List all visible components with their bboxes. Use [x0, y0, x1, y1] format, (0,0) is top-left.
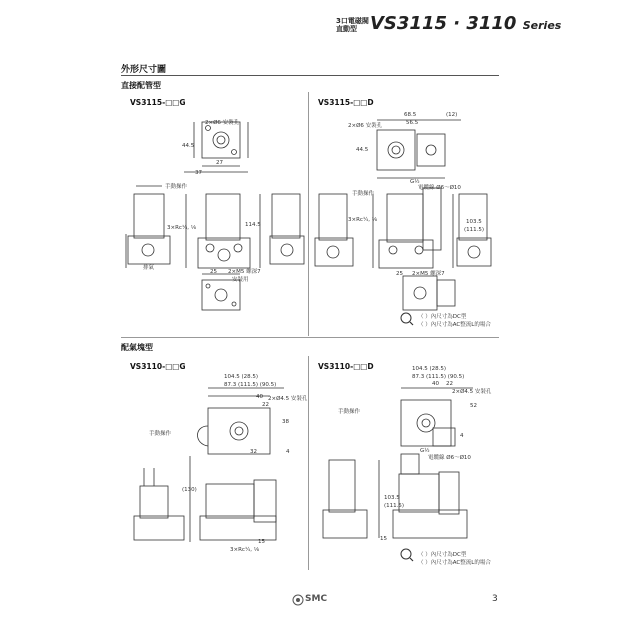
series-suffix: Series — [522, 19, 562, 32]
dim-1115-sb-d: (111.5) — [384, 503, 405, 509]
dim-1035-sb-d: 103.5 — [384, 495, 400, 501]
label-conduit-d: G½ — [410, 179, 420, 185]
section-rule — [121, 75, 499, 76]
label-manual-sb-d: 手動操作 — [338, 409, 361, 415]
model-vs3110-d: VS3110-□□D — [318, 362, 374, 371]
label-m5-d: 2×M5 螺深7 — [412, 271, 445, 277]
label-m5-g: 2×M5 螺深7 — [228, 269, 261, 275]
section-rule-2 — [121, 337, 499, 338]
header-line2: 直動型 — [336, 25, 357, 33]
series-title — [370, 13, 561, 34]
direct-piping-title: 直接配管型 — [121, 81, 161, 90]
page-number: 3 — [492, 594, 498, 604]
dim-685: 68.5 — [404, 112, 417, 118]
dim-25-d: 25 — [396, 271, 403, 277]
label-manual-d: 手動操作 — [352, 191, 375, 197]
dim-12: (12) — [446, 112, 458, 118]
label-cable-sb-d: 電纜線 Ø6～Ø10 — [428, 455, 471, 461]
label-mount-hole-sb-d: 2×Ø4.5 安裝孔 — [452, 389, 492, 395]
label-exhaust: 排氣 — [143, 265, 155, 271]
label-conduit-sb-d: G½ — [420, 448, 430, 454]
sub-base-title: 配氣塊型 — [121, 343, 153, 352]
label-mount-hole-g: 2×Ø6 安裝孔 — [205, 120, 240, 126]
dim-22-g: 22 — [262, 402, 269, 408]
drawing-vs3110-g — [124, 376, 308, 576]
dim-52-d: 52 — [470, 403, 477, 409]
dim-37: 37 — [195, 170, 202, 176]
magnifier-icon — [400, 312, 414, 326]
dim-873-g: 87.3 (111.5) (90.5) — [224, 382, 277, 388]
label-port-g: 3×Rc¼, ⅛ — [167, 225, 197, 231]
dim-445-d: 44.5 — [356, 147, 369, 153]
dim-22-d: 22 — [446, 381, 453, 387]
drawing-vs3115-g — [124, 108, 308, 340]
dim-1045-d: 104.5 (28.5) — [412, 366, 447, 372]
model-vs3115-g: VS3115-□□G — [130, 98, 186, 107]
dim-4-g: 4 — [286, 449, 290, 455]
legend-ac-2: （ ）內尺寸為AC整流L的場合 — [418, 560, 491, 566]
dim-27: 27 — [216, 160, 223, 166]
dim-1045-g: 104.5 (28.5) — [224, 374, 259, 380]
legend-ac: （ ）內尺寸為AC整流L的場合 — [418, 322, 491, 328]
dim-1115-d: (111.5) — [464, 227, 485, 233]
section-title: 外形尺寸圖 — [121, 65, 167, 75]
label-mount-hole-sb-g: 2×Ø4.5 安裝孔 — [268, 396, 308, 402]
label-port-d: 3×Rc¼, ⅛ — [348, 217, 378, 223]
series-name: VS3115 · 3110 — [370, 13, 517, 34]
dim-38-g: 38 — [282, 419, 289, 425]
model-vs3110-g: VS3110-□□G — [130, 362, 186, 371]
dim-40-d: 40 — [432, 381, 439, 387]
column-divider-bottom — [308, 356, 309, 570]
column-divider-top — [308, 92, 309, 336]
header-line1: 3口電磁閥 — [336, 17, 369, 25]
model-vs3115-d: VS3115-□□D — [318, 98, 374, 107]
label-manual-g: 手動操作 — [165, 184, 188, 190]
dim-25-g: 25 — [210, 269, 217, 275]
dim-4-d: 4 — [460, 433, 464, 439]
label-cable-d: 電纜線 Ø6～Ø10 — [418, 185, 461, 191]
label-manual-sb-g: 手動操作 — [149, 431, 172, 437]
dim-32-g: 32 — [250, 449, 257, 455]
dim-15-g: 15 — [258, 539, 265, 545]
label-mount-g: 安裝用 — [232, 277, 249, 283]
dim-40-g: 40 — [256, 394, 263, 400]
dim-1145-g: 114.5 — [245, 222, 261, 228]
dim-565: 56.5 — [406, 120, 419, 126]
legend-dc-2: （ ）內尺寸為DC型 — [418, 552, 467, 558]
dim-1035-d: 103.5 — [466, 219, 482, 225]
brand-name: SMC — [305, 594, 328, 604]
label-mount-hole-d: 2×Ø6 安裝孔 — [348, 123, 383, 129]
dim-130-g: (130) — [182, 487, 197, 493]
legend-dc: （ ）內尺寸為DC型 — [418, 314, 467, 320]
dim-873-d: 87.3 (111.5) (90.5) — [412, 374, 465, 380]
label-port-sb-g: 3×Rc¼, ⅛ — [230, 547, 260, 553]
dim-445: 44.5 — [182, 143, 195, 149]
magnifier-icon-2 — [400, 548, 414, 562]
dim-15-d: 15 — [380, 536, 387, 542]
smc-logo-icon — [292, 594, 304, 606]
